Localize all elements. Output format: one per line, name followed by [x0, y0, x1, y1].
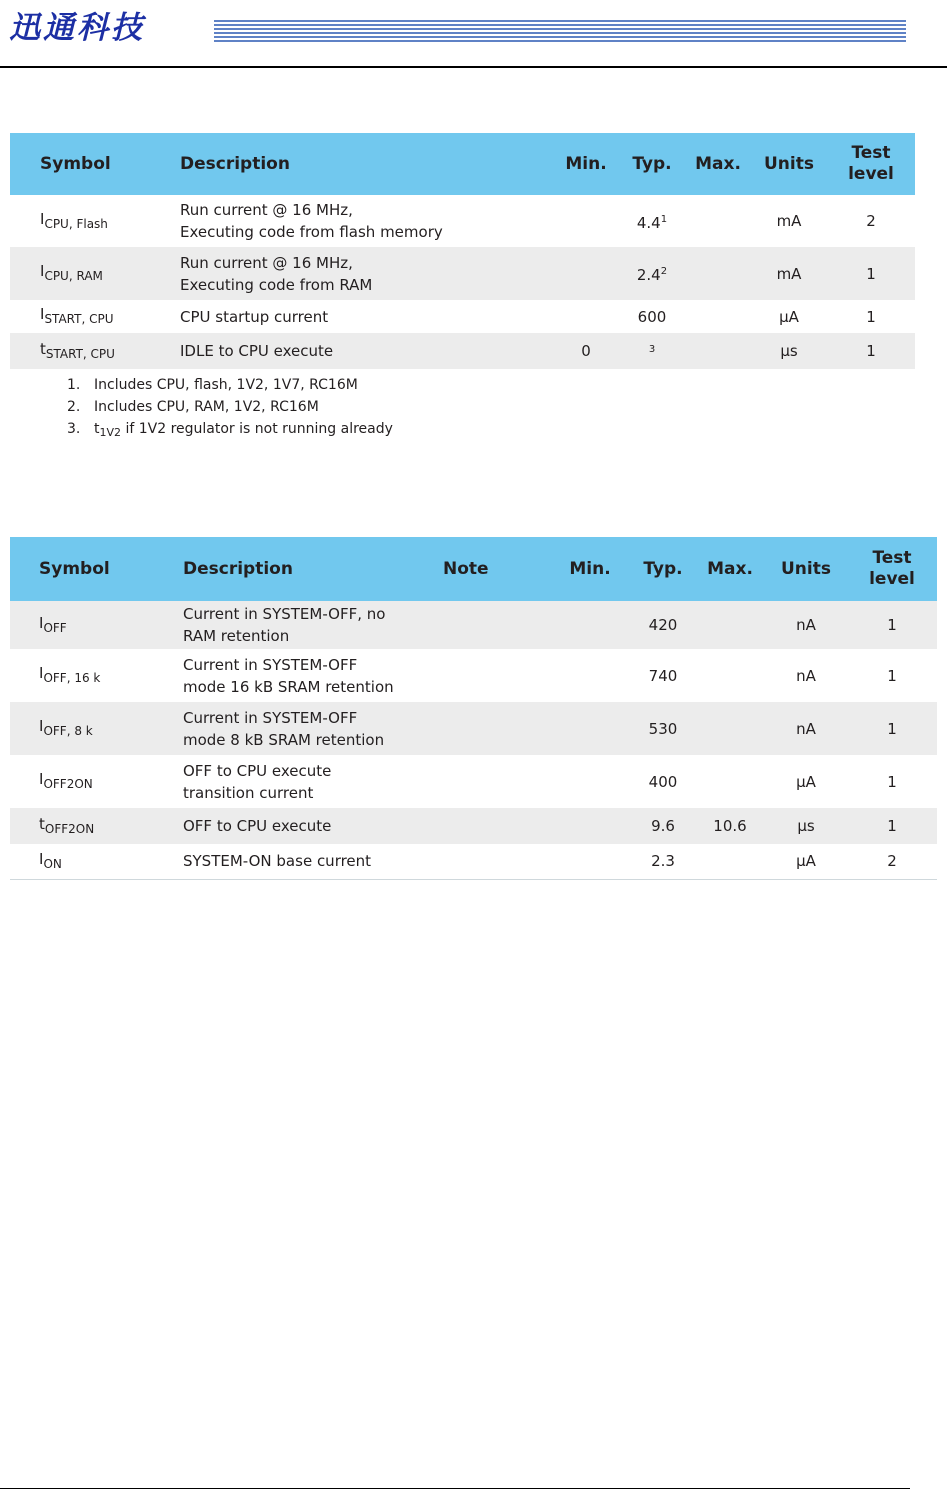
typ-cell: 420 [631, 601, 695, 649]
col-max: Max. [695, 537, 765, 601]
system-off-current-table [10, 537, 937, 880]
level-cell: 1 [847, 808, 937, 844]
header-decoration [214, 20, 906, 44]
max-cell [695, 755, 765, 808]
max-cell [695, 844, 765, 879]
typ-cell: 400 [648, 772, 678, 791]
description-cell: OFF to CPU execute transition current [183, 761, 332, 802]
max-cell [695, 702, 765, 755]
description-cell: Current in SYSTEM-OFF mode 8 kB SRAM retention [183, 702, 443, 755]
level-cell: 2 [887, 852, 897, 871]
table-row [10, 300, 915, 333]
units-cell: µs [765, 808, 847, 844]
max-cell [685, 195, 751, 247]
table-row [10, 247, 915, 300]
col-max: Max. [685, 133, 751, 195]
level-cell: 1 [847, 702, 937, 755]
symbol-cell: $I_{OFF}$ [39, 601, 183, 649]
table-header-row [10, 133, 915, 195]
max-cell [685, 333, 751, 369]
col-min: Min. [553, 133, 619, 195]
footnotes [67, 374, 393, 444]
col-min: Min. [549, 537, 631, 601]
description-cell: Run current @ 16 MHz, Executing code from RAM [180, 247, 553, 300]
units-cell: mA [751, 247, 827, 300]
level-cell: 1 [866, 307, 876, 326]
typ-cell: 740 [648, 666, 678, 685]
level-cell: 1 [887, 666, 897, 685]
typ-cell: $4.4^1$ [636, 213, 668, 232]
typ-cell: 3 [619, 333, 685, 369]
symbol-cell: $I_{OFF2ON}$ [39, 770, 93, 791]
table-row [10, 195, 915, 247]
level-cell: 1 [827, 333, 915, 369]
typ-cell: 530 [631, 702, 695, 755]
footnote: 2. Includes CPU, RAM, 1V2, RC16M [67, 399, 319, 415]
table-header-row [10, 537, 937, 601]
units-cell: µA [796, 852, 816, 871]
symbol-cell: $t_{START, CPU}$ [40, 333, 180, 369]
col-description: Description [180, 133, 553, 195]
description-cell: Current in SYSTEM-OFF, no RAM retention [183, 601, 443, 649]
units-cell: µA [796, 772, 816, 791]
min-cell [553, 300, 619, 333]
footer-rule [0, 1488, 910, 1489]
typ-cell: $2.4^2$ [619, 247, 685, 300]
header-rule [0, 66, 947, 68]
col-symbol: Symbol [40, 133, 180, 195]
company-logo: 迅通科技 [9, 10, 145, 46]
cpu-current-table [10, 133, 915, 369]
max-cell [685, 247, 751, 300]
symbol-cell: $I_{START, CPU}$ [40, 305, 114, 326]
units-cell: nA [765, 601, 847, 649]
units-cell: µs [751, 333, 827, 369]
level-cell: 1 [887, 772, 897, 791]
typ-cell: 9.6 [631, 808, 695, 844]
symbol-cell: $t_{OFF2ON}$ [39, 808, 183, 844]
typ-cell: 600 [637, 307, 667, 326]
table-row [10, 755, 937, 808]
symbol-cell: $I_{OFF, 8 k}$ [39, 702, 183, 755]
col-description: Description [183, 537, 443, 601]
table-row [10, 601, 937, 649]
min-cell [553, 247, 619, 300]
typ-cell: 2.3 [651, 852, 675, 871]
description-cell: Current in SYSTEM-OFF mode 16 kB SRAM retention [183, 655, 394, 696]
min-cell [553, 195, 619, 247]
table-row [10, 333, 915, 369]
description-cell: OFF to CPU execute [183, 808, 443, 844]
table-row [10, 844, 937, 879]
units-cell: µA [779, 307, 799, 326]
max-cell [695, 601, 765, 649]
footnote: 3. $t_{1V2}$ if 1V2 regulator is not running already [67, 421, 393, 439]
symbol-cell: $I_{OFF, 16 k}$ [39, 664, 101, 685]
table-row [10, 702, 937, 755]
level-cell: 1 [847, 601, 937, 649]
footnote: 1. Includes CPU, flash, 1V2, 1V7, RC16M [67, 377, 358, 393]
col-test-level: Test level [827, 133, 915, 195]
table-row [10, 649, 937, 702]
max-cell: 10.6 [695, 808, 765, 844]
description-cell: SYSTEM-ON base current [183, 852, 372, 871]
description-cell: IDLE to CPU execute [180, 333, 553, 369]
col-note: Note [443, 537, 549, 601]
max-cell [685, 300, 751, 333]
symbol-cell: $I_{CPU, Flash}$ [40, 209, 108, 231]
description-cell: CPU startup current [180, 307, 329, 326]
col-typ: Typ. [619, 133, 685, 195]
level-cell: 2 [866, 212, 876, 230]
symbol-cell: $I_{ON}$ [39, 849, 62, 871]
col-symbol: Symbol [39, 537, 183, 601]
description-cell: Run current @ 16 MHz, Executing code from flash memory [180, 201, 443, 241]
min-cell: 0 [553, 333, 619, 369]
col-typ: Typ. [631, 537, 695, 601]
col-test-level: Test level [847, 537, 937, 601]
symbol-cell: $I_{CPU, RAM}$ [40, 247, 180, 300]
units-cell: mA [776, 212, 802, 230]
level-cell: 1 [827, 247, 915, 300]
units-cell: nA [765, 702, 847, 755]
col-units: Units [751, 133, 827, 195]
table-row [10, 808, 937, 844]
units-cell: nA [796, 666, 816, 685]
max-cell [695, 649, 765, 702]
col-units: Units [765, 537, 847, 601]
